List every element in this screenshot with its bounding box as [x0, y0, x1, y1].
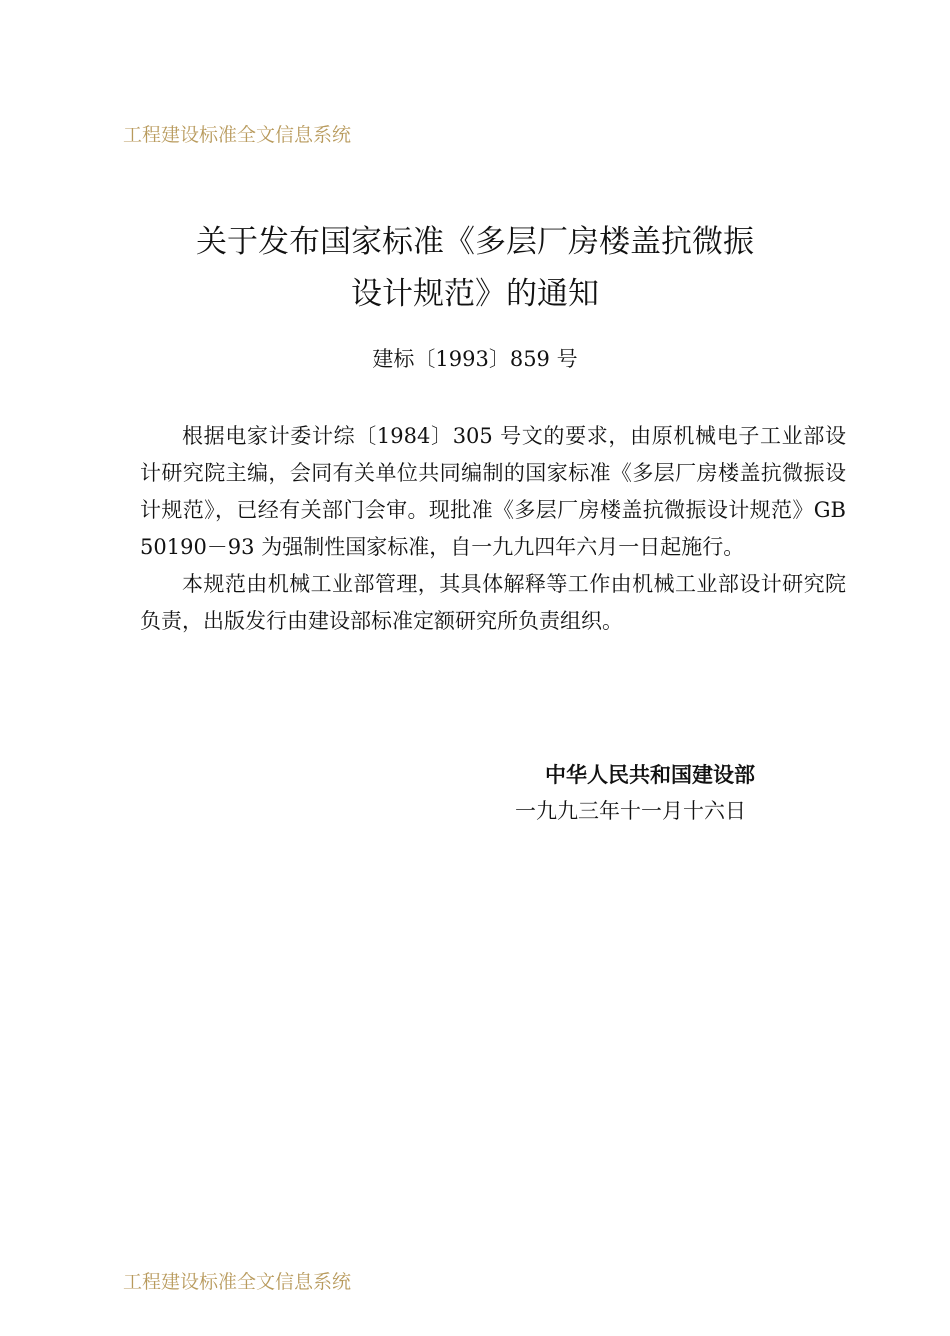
document-title-line-1: 关于发布国家标准《多层厂房楼盖抗微振	[196, 224, 754, 260]
document-title	[0, 216, 950, 320]
body-paragraph-2: 本规范由机械工业部管理，其具体解释等工作由机械工业部设计研究院负责，出版发行由建设部标准定额研究所负责组织。	[140, 572, 846, 633]
issue-date: 一九九三年十一月十六日	[515, 799, 746, 823]
issuer-name: 中华人民共和国建设部	[545, 763, 755, 787]
document-number: 建标〔1993〕859 号	[372, 347, 578, 371]
body-paragraph-1: 根据电家计委计综〔1984〕305 号文的要求，由原机械电子工业部设计研究院主编，会同有关单位共同编制的国家标准《多层厂房楼盖抗微振设计规范》，已经有关部门会审。现批准《多层厂房楼盖抗微振设计规范》GB 50190－93 为强制性国家标准，自一九九四年六月一日起施行。	[140, 424, 846, 559]
watermark-header: 工程建设标准全文信息系统	[123, 124, 352, 146]
watermark-footer: 工程建设标准全文信息系统	[123, 1271, 352, 1293]
signature-block	[515, 757, 815, 829]
document-title-line-2: 设计规范》的通知	[351, 276, 599, 312]
document-body	[140, 418, 846, 640]
